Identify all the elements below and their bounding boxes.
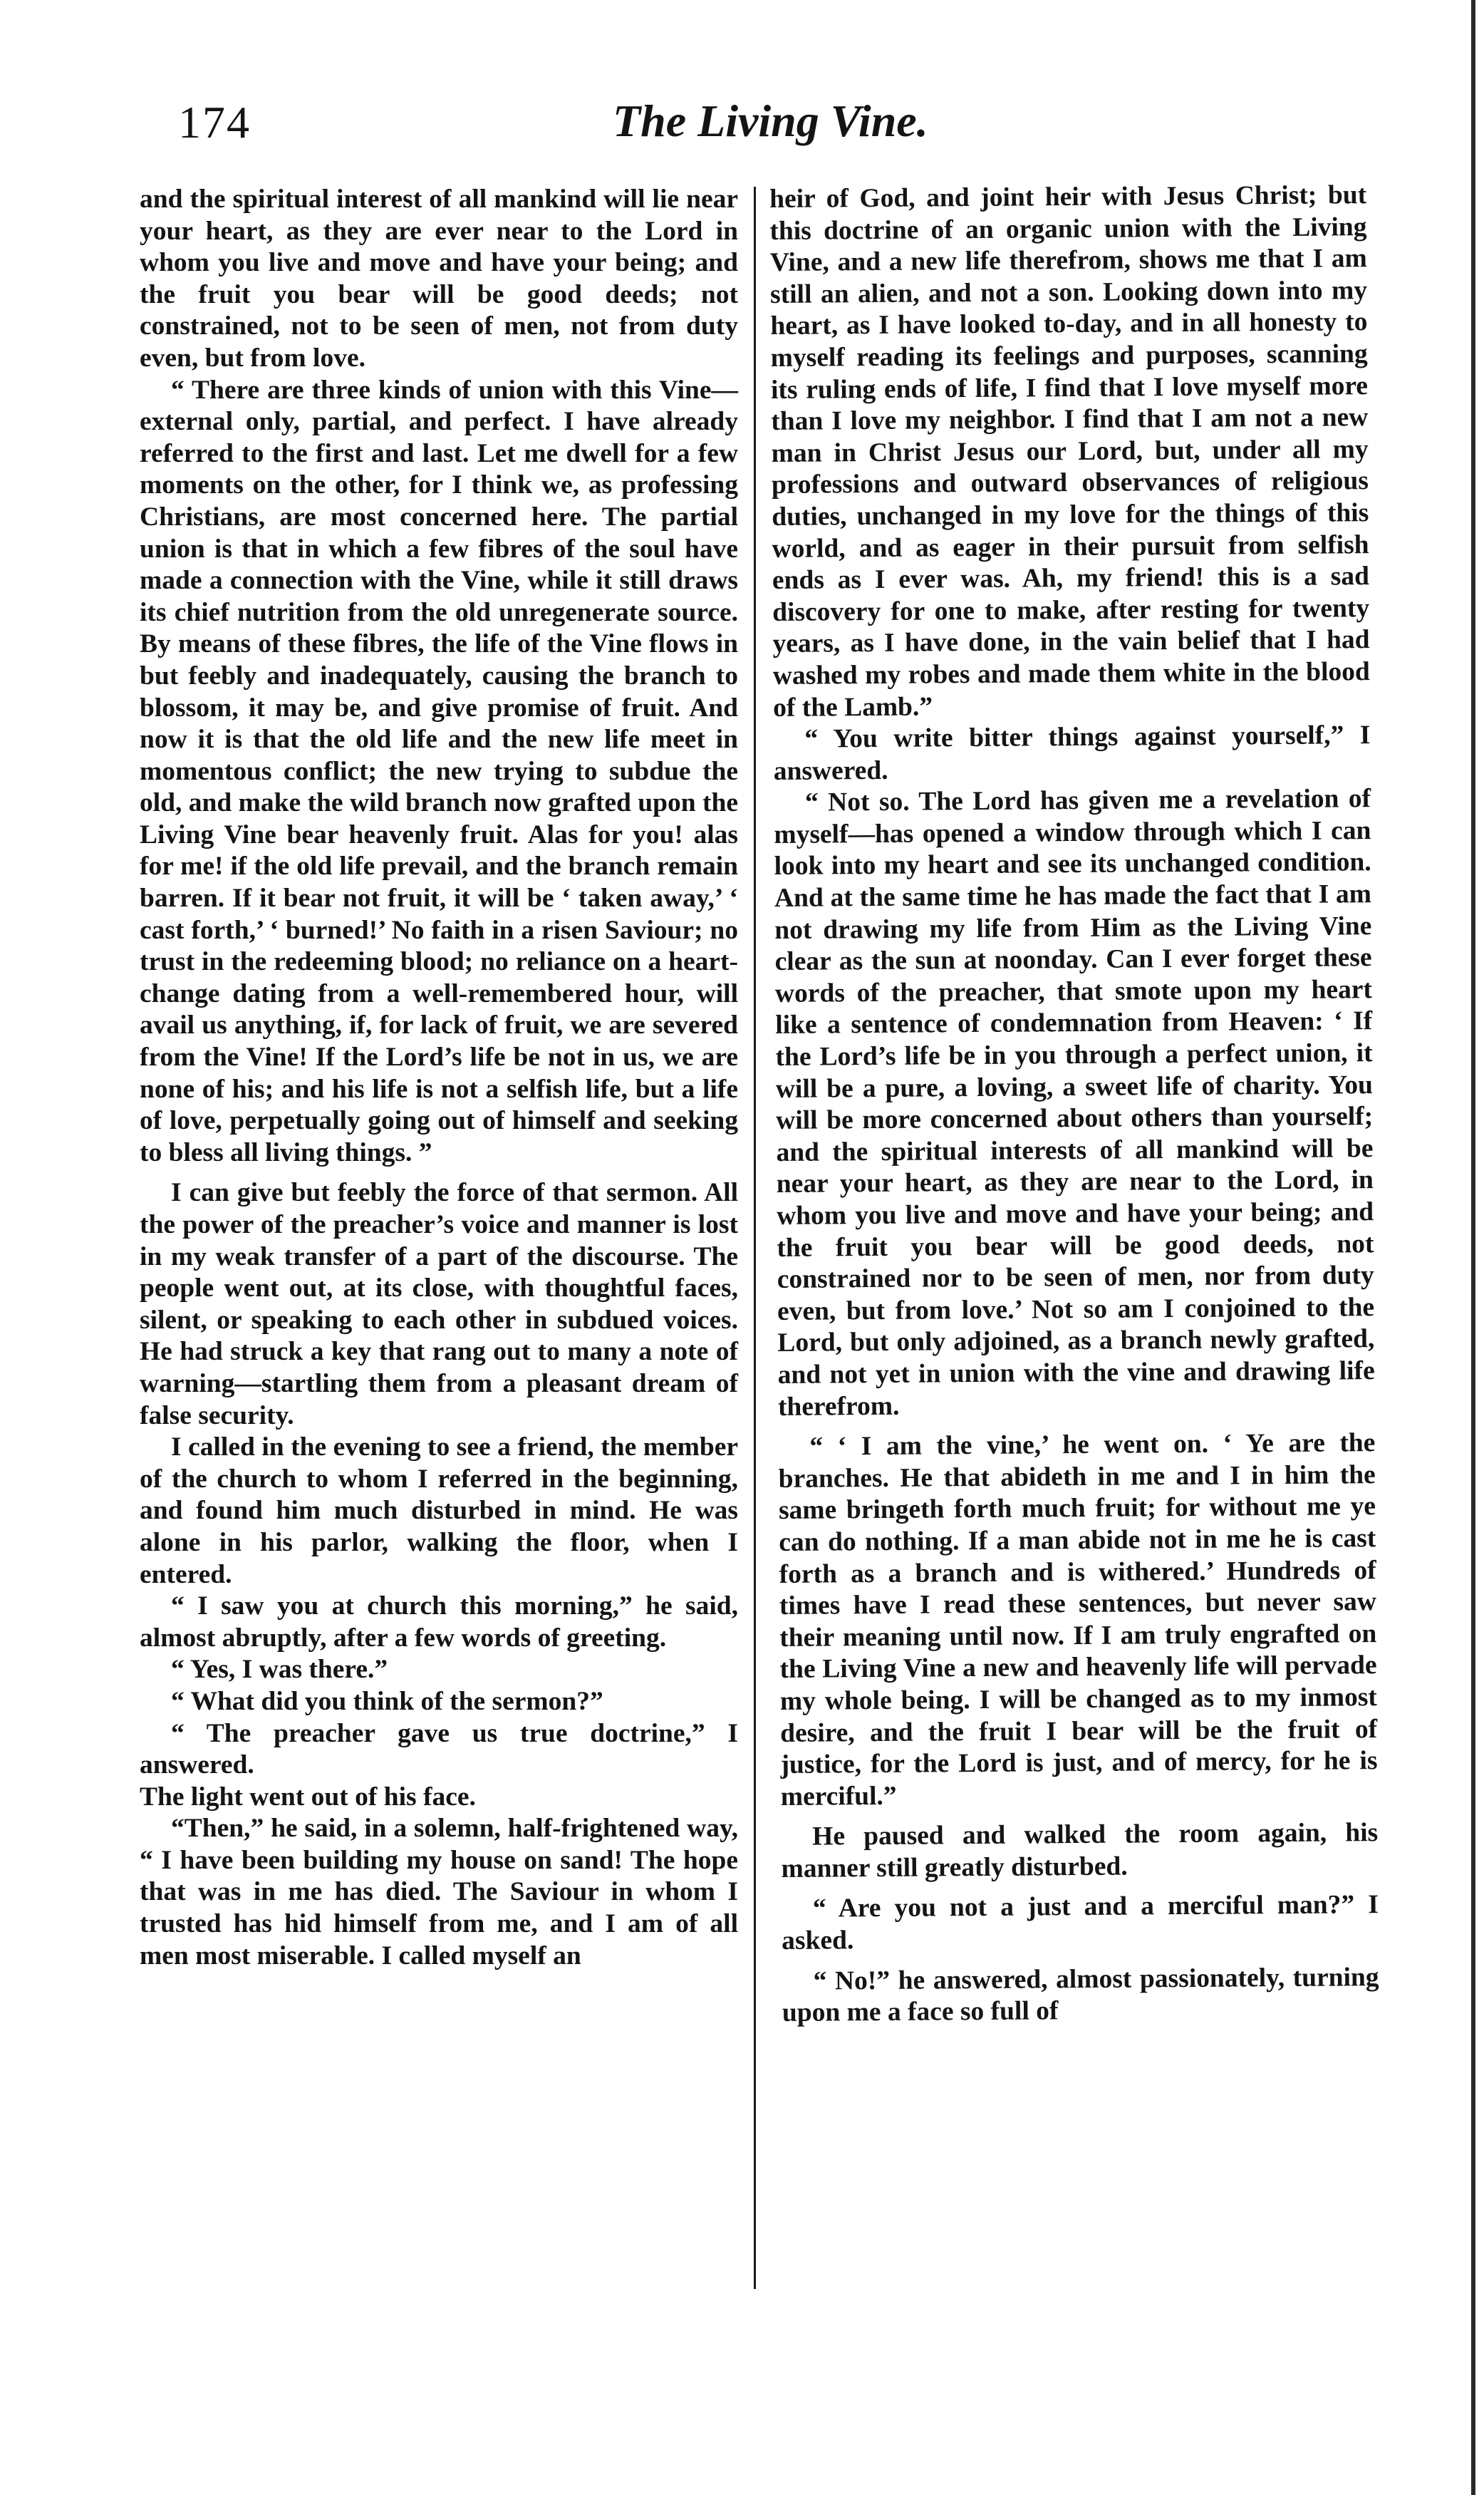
left-column [140, 184, 738, 1972]
page-number: 174 [178, 97, 251, 148]
column-divider [754, 187, 756, 2289]
running-title: The Living Vine. [613, 95, 928, 146]
paragraph: “Then,” he said, in a solemn, half-frightened way, “ I have been building my house on sand! The hope that was in me has died. The Saviour in whom I trusted has hid himself from me, and I am of all men most miserable. I called myself an [140, 1814, 738, 1970]
paragraph: “ I saw you at church this morning,” he said, almost abruptly, after a few words of greeting. [140, 1591, 738, 1653]
paragraph: The light went out of his face. [140, 1782, 476, 1812]
paragraph: “ Yes, I was there.” [171, 1655, 388, 1685]
paragraph: “ No!” he answered, almost passionately, turning upon me a face so full of [782, 1962, 1379, 2028]
paragraph: “ What did you think of the sermon?” [171, 1686, 603, 1716]
paragraph: heir of God, and joint heir with Jesus Christ; but this doctrine of an organic union with the Living Vine, and a new life therefrom, shows me that I am still an alien, and not a son. Looking down into my heart, as I have looked to-day, and in all honesty to myself reading its feelings and purposes, scanning its ruling ends of life, I find that I love myself more than I love my neighbor. I find that I am not a new man in Christ Jesus our Lord, but, under all my professions and outward observances of religious duties, unchanged in my love for the things of this world, and as eager in their pursuit from selfish ends as I ever was. Ah, my friend! this is a sad discovery for one to make, after resting for twenty years, as I have done, in the vain belief that I had washed my robes and made them white in the blood of the Lamb.” [769, 180, 1370, 723]
paragraph: “ There are three kinds of union with this Vine—external only, partial, and perfect. I have already referred to the first and last. Let me dwell for a few moments on the other, for I think we, as professing Christians, are most concerned here. The partial union is that in which a few fibres of the soul have made a connection with the Vine, while it still draws its chief nutrition from the old unregenerate source. By means of these fibres, the life of the Vine flows in but feebly and inadequately, causing the branch to blossom, it may be, and give promise of fruit. And now it is that the old life and the new life meet in momentous conflict; the new trying to subdue the old, and make the wild branch now grafted upon the Living Vine bear heavenly fruit. Alas for you! alas for me! if the old life prevail, and the branch remain barren. If it bear not fruit, it will be ‘ taken away,’ ‘ cast forth,’ ‘ burned!’ No faith in a risen Saviour; no trust in the redeeming blood; no reliance on a heart-change dating from a well-remembered hour, will avail us anything, if, for lack of fruit, we are severed from the Vine! If the Lord’s life be not in us, we are none of his; and his life is not a selfish life, but a life of love, perpetually going out of himself and seeking to bless all living things. ” [140, 375, 738, 1167]
page-edge-rule [1471, 0, 1475, 2495]
paragraph: “ Not so. The Lord has given me a revelation of myself—has opened a window through which I can look into my heart and see its unchanged condition. And at the same time he has made the fact that I am not drawing my life from Him as the Living Vine clear as the sun at noonday. Can I ever forget these words of the preacher, that smote upon my heart like a sentence of condemnation from Heaven: ‘ If the Lord’s life be in you through a perfect union, it will be a pure, a loving, a sweet life of charity. You will be more concerned about others than yourself; and the spiritual interests of all mankind will be near your heart, as they are near to the Lord, in whom you live and move and have your being; and the fruit you bear will be good deeds, not constrained nor to be seen of men, nor from duty even, but from love.’ Not so am I conjoined to the Lord, but only adjoined, as a branch newly grafted, and not yet in union with the vine and drawing life therefrom. [774, 784, 1375, 1422]
right-column [769, 180, 1379, 2030]
paragraph: “ Are you not a just and a merciful man?” I asked. [782, 1890, 1379, 1956]
paragraph: I can give but feebly the force of that sermon. All the power of the preacher’s voice and manner is lost in my weak transfer of a part of the discourse. The people went out, at its close, with thoughtful faces, silent, or speaking to each other in subdued voices. He had struck a key that rang out to many a note of warning—startling them from a pleasant dream of false security. [140, 1178, 738, 1430]
paragraph: and the spiritual interest of all mankind will lie near your heart, as they are ever near to the Lord in whom you live and move and have your being; and the fruit you bear will be good deeds; not constrained, not to be seen of men, not from duty even, but from love. [140, 185, 738, 373]
paragraph: I called in the evening to see a friend, the member of the church to whom I referred in the beginning, and found him much disturbed in mind. He was alone in his parlor, walking the floor, when I entered. [140, 1432, 738, 1589]
paragraph: He paused and walked the room again, his manner still greatly disturbed. [781, 1818, 1379, 1884]
paragraph: “ The preacher gave us true doctrine,” I answered. [140, 1718, 738, 1780]
paragraph: “ You write bitter things against yourself,” I answered. [773, 720, 1371, 786]
paragraph: “ ‘ I am the vine,’ he went on. ‘ Ye are the branches. He that abideth in me and I in him the same bringeth forth much fruit; for without me ye can do nothing. If a man abide not in me he is cast forth as a branch and is withered.’ Hundreds of times have I read these sentences, but never saw their meaning until now. If I am truly engrafted on the Living Vine a new and heavenly life will pervade my whole being. I will be changed as to my inmost desire, and the fruit I bear will be the fruit of justice, for the Lord is just, and of mercy, for he is merciful.” [778, 1428, 1378, 1812]
